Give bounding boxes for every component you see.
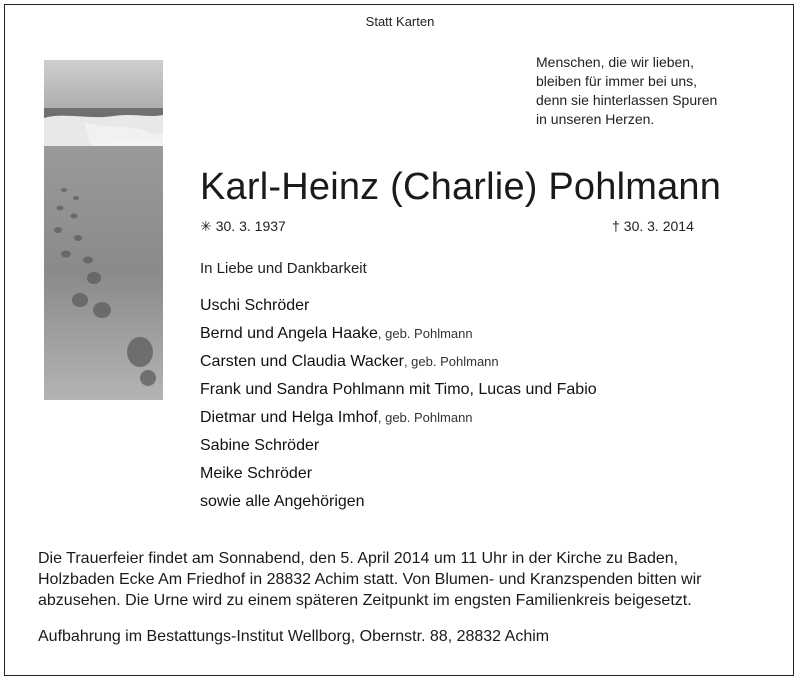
birth-star-icon: ✳ [200, 218, 212, 234]
mourner-suffix: , geb. Pohlmann [377, 326, 473, 341]
death-cross-icon: † [612, 218, 620, 234]
footprints-illustration [44, 60, 163, 400]
mourner-item [200, 292, 597, 320]
mourner-name: Frank und Sandra Pohlmann mit Timo, Lucas und Fabio [200, 381, 597, 398]
mourner-name: Bernd und Angela Haake [200, 325, 378, 342]
quote-line: Menschen, die wir lieben, [536, 54, 694, 70]
header-statt-karten: Statt Karten [365, 14, 435, 29]
mourner-item [200, 432, 597, 460]
funeral-line: Holzbaden Ecke Am Friedhof in 28832 Achim statt. Von Blumen- und Kranzspenden bitten wir [38, 571, 702, 588]
mourner-item [200, 348, 597, 376]
mourner-name: Sabine Schröder [200, 437, 320, 454]
viewing-location: Aufbahrung im Bestattungs-Institut Wellborg, Obernstr. 88, 28832 Achim [38, 628, 550, 645]
quote-line: in unseren Herzen. [536, 111, 655, 127]
funeral-details [38, 548, 778, 611]
mourner-suffix: , geb. Pohlmann [403, 354, 499, 369]
quote-line: denn sie hinterlassen Spuren [536, 92, 718, 108]
mourner-name: Carsten und Claudia Wacker [200, 353, 404, 370]
birth-date-value: 30. 3. 1937 [215, 218, 286, 234]
quote-line: bleiben für immer bei uns, [536, 73, 698, 89]
death-date-value: 30. 3. 2014 [623, 218, 694, 234]
footprints-beach-photo [44, 60, 163, 400]
deceased-name: Karl-Heinz (Charlie) Pohlmann [200, 166, 722, 208]
mourner-name: Uschi Schröder [200, 297, 310, 314]
mourner-name: sowie alle Angehörigen [200, 493, 365, 510]
mourner-item [200, 376, 597, 404]
mourner-suffix: , geb. Pohlmann [377, 410, 473, 425]
mourner-item [200, 404, 597, 432]
memorial-quote [536, 53, 766, 129]
mourners-list [200, 292, 597, 516]
death-date [612, 218, 694, 234]
mourner-item [200, 460, 597, 488]
mourner-item [200, 488, 597, 516]
dedication-line: In Liebe und Dankbarkeit [200, 260, 367, 277]
mourner-name: Dietmar und Helga Imhof [200, 409, 378, 426]
funeral-line: Die Trauerfeier findet am Sonnabend, den 5. April 2014 um 11 Uhr in der Kirche zu Baden, [38, 550, 679, 567]
funeral-line: abzusehen. Die Urne wird zu einem späteren Zeitpunkt im engsten Familienkreis beigesetzt. [38, 592, 692, 609]
mourner-name: Meike Schröder [200, 465, 313, 482]
mourner-item [200, 320, 597, 348]
birth-date [200, 218, 286, 235]
